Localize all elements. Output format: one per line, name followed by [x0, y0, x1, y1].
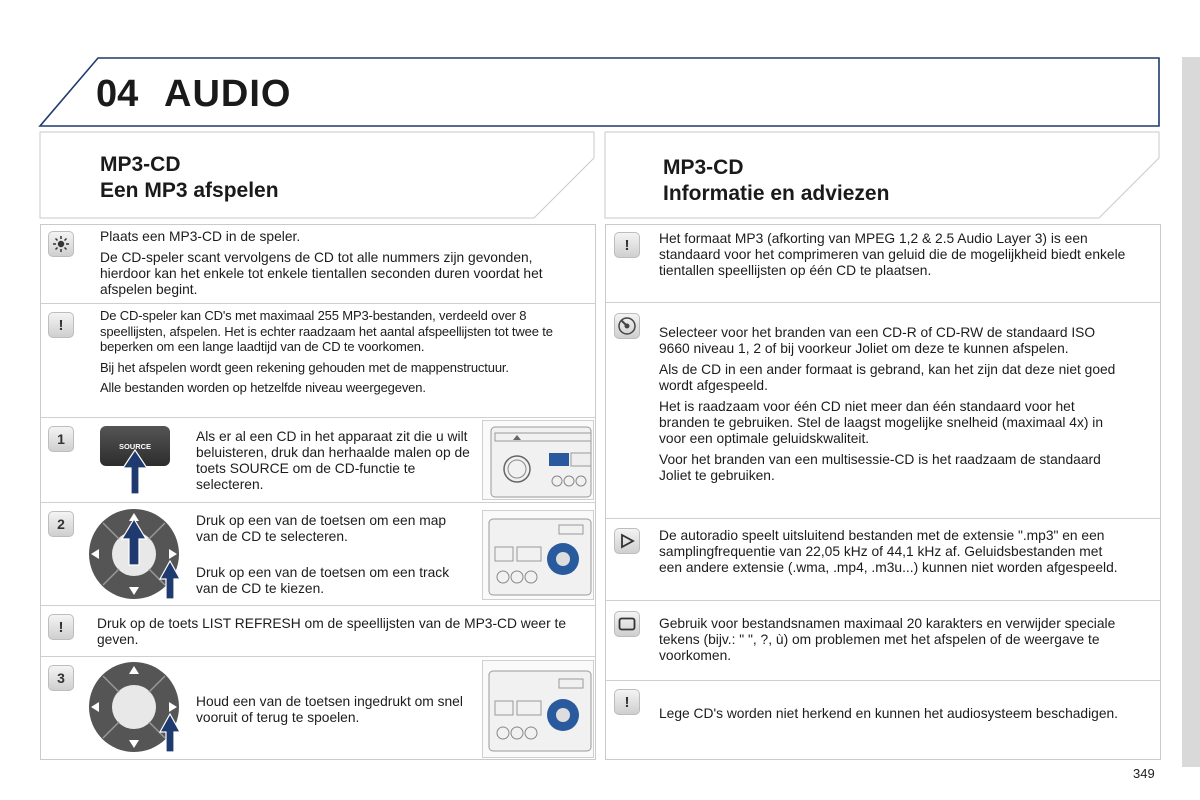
divider: [41, 656, 595, 657]
insert-cd-icon: [48, 231, 74, 257]
playlist-note: De CD-speler kan CD's met maximaal 255 MP3-bestanden, verdeeld over 8 speellijsten, afspelen. Het is echter raadzaam het aantal afspeellijsten tot twee te beperken om een lange laadtijd van de CD te voorkomen. Bij het afspelen wordt geen rekening gehouden met de mappenstructuur. Alle bestanden worden op hetzelfde niveau weergegeven.: [100, 308, 553, 396]
warning-icon: !: [614, 232, 640, 258]
cd-burn-icon: [614, 313, 640, 339]
divider: [41, 605, 595, 606]
play-icon: [614, 528, 640, 554]
chapter-number: 04: [96, 73, 139, 115]
radio-illustration-source: [482, 420, 594, 500]
radio-illustration-seek: [482, 660, 594, 758]
divider: [606, 518, 1160, 519]
source-button[interactable]: SOURCE: [100, 426, 170, 466]
left-section-title: MP3-CD Een MP3 afspelen: [100, 153, 279, 202]
mp3-format-info: Het formaat MP3 (afkorting van MPEG 1,2 & 2.5 Audio Layer 3) is een standaard voor het comprimeren van geluid die de mogelijkheid biedt enkele tientallen speellijsten op één CD te plaatsen.: [659, 231, 1126, 278]
burning-info: Selecteer voor het branden van een CD-R of CD-RW de standaard ISO 9660 niveau 1, 2 of bij voorkeur Joliet om deze te kunnen afspelen. Als de CD in een ander formaat is gebrand, kan het zijn dat deze niet goed wordt afgespeeld. Het is raadzaam voor één CD niet meer dan één standaard voor het branden te gebruiken. Stel de laagst mogelijke snelheid (maximaal 4x) in voor een optimale geluidskwaliteit. Voor het branden van een multisessie-CD is het raadzaam de standaard Joliet te gebruiken.: [659, 325, 1116, 483]
warning-icon: !: [48, 312, 74, 338]
warning-icon: !: [614, 689, 640, 715]
warning-icon: !: [48, 614, 74, 640]
step-2-text-folder: Druk op een van de toetsen om een map van de CD te selecteren.: [196, 513, 447, 544]
step-1-badge: 1: [48, 426, 74, 452]
step-3-text: Houd een van de toetsen ingedrukt om snel vooruit of terug te spoelen.: [196, 694, 463, 725]
chapter-title: AUDIO: [164, 73, 292, 115]
radio-illustration-nav: [482, 510, 594, 600]
filename-info: Gebruik voor bestandsnamen maximaal 20 karakters en verwijder speciale tekens (bijv.: " ", ?, ù) om problemen met het afspelen of de weergave te voorkomen.: [659, 616, 1116, 663]
divider: [41, 417, 595, 418]
list-refresh-note: Druk op de toets LIST REFRESH om de speellijsten van de MP3-CD weer te geven.: [97, 616, 567, 647]
navigation-dpad-icon[interactable]: [86, 660, 186, 754]
press-arrow-icon: [120, 448, 150, 496]
divider: [41, 502, 595, 503]
insert-cd-text: Plaats een MP3-CD in de speler. De CD-speler scant vervolgens de CD tot alle nummers zijn gevonden, hierdoor kan het enkele tot enkele tientallen seconden duren voordat het afspelen begint.: [100, 229, 543, 297]
display-icon: [614, 611, 640, 637]
navigation-dpad-icon[interactable]: [86, 507, 186, 601]
blank-cd-warning: Lege CD's worden niet herkend en kunnen het audiosysteem beschadigen.: [659, 706, 1119, 721]
page-number: 349: [1133, 766, 1155, 781]
step-1-text: Als er al een CD in het apparaat zit die u wilt beluisteren, druk dan herhaalde malen op de toets SOURCE om de CD-functie te selecteren.: [196, 429, 470, 492]
divider: [606, 680, 1160, 681]
file-extension-info: De autoradio speelt uitsluitend bestanden met de extensie ".mp3" en een samplingfrequentie van 22,05 kHz of 44,1 kHz af. Geluidsbestanden met een andere extensie (.wma, .mp4, .m3u...) kunnen niet worden afgespeeld.: [659, 528, 1118, 575]
step-2-badge: 2: [48, 511, 74, 537]
step-2-text-track: Druk op een van de toetsen om een track van de CD te kiezen.: [196, 565, 450, 596]
divider: [606, 600, 1160, 601]
divider: [41, 303, 595, 304]
right-section-title: MP3-CD Informatie en adviezen: [663, 156, 890, 205]
step-3-badge: 3: [48, 665, 74, 691]
divider: [606, 302, 1160, 303]
